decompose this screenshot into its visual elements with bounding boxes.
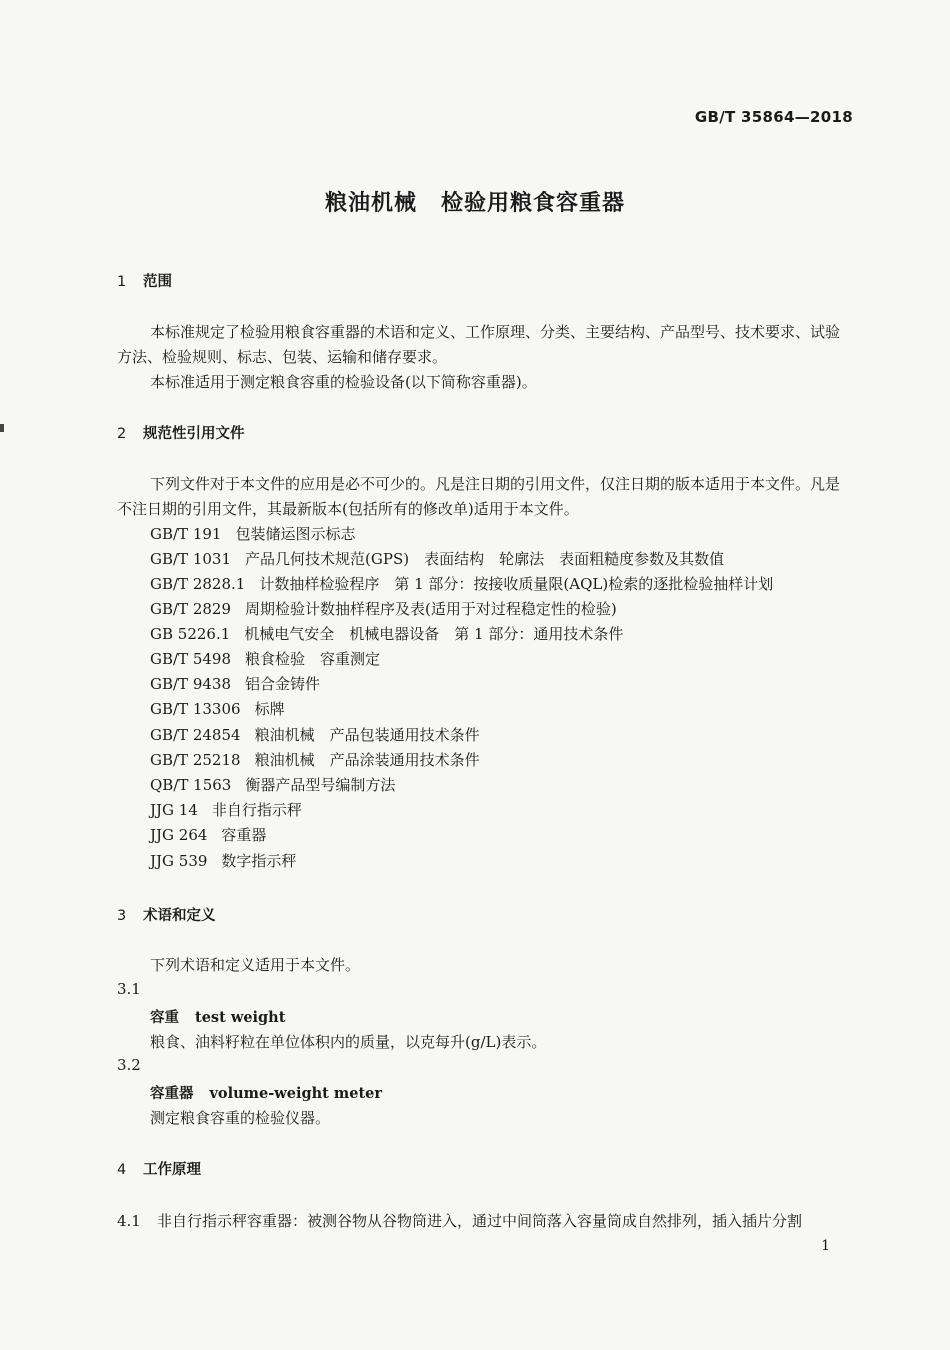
reference-title: 非自行指示秤 — [211, 801, 302, 819]
reference-item — [150, 648, 380, 669]
section-title: 术语和定义 — [143, 908, 216, 924]
reference-code: GB/T 191 — [150, 525, 222, 543]
section-2-intro: 下列文件对于本文件的应用是必不可少的。凡是注日期的引用文件，仅注日期的版本适用于本文件。凡是不注日期的引用文件，其最新版本(包括所有的修改单)适用于本文件。 — [117, 475, 841, 518]
reference-code: GB/T 1031 — [150, 550, 232, 568]
reference-title: 粮油机械 产品涂装通用技术条件 — [254, 751, 480, 769]
reference-item — [150, 724, 480, 745]
term-number: 3.1 — [117, 980, 141, 998]
reference-item — [150, 749, 480, 770]
term-heading — [150, 1082, 382, 1103]
reference-code: JJG 264 — [150, 826, 208, 844]
section-3-heading — [117, 904, 216, 925]
title-part-2: 检验用粮食容重器 — [441, 191, 626, 216]
reference-item — [150, 799, 302, 820]
reference-code: GB/T 25218 — [150, 751, 241, 769]
term-en: volume-weight meter — [209, 1085, 383, 1102]
clause-4-1 — [117, 1209, 852, 1234]
reference-code: GB/T 2828.1 — [150, 575, 246, 593]
term-zh: 容重器 — [150, 1086, 194, 1102]
section-3-intro: 下列术语和定义适用于本文件。 — [150, 956, 361, 974]
term-definition: 测定粮食容重的检验仪器。 — [150, 1109, 331, 1127]
reference-item — [150, 774, 395, 795]
reference-title: 容重器 — [221, 826, 267, 844]
clause-number: 4.1 — [117, 1212, 141, 1230]
section-title: 范围 — [143, 274, 172, 290]
reference-title: 衡器产品型号编制方法 — [245, 776, 396, 794]
section-4-heading — [117, 1158, 201, 1179]
scan-mark — [0, 424, 4, 432]
reference-title: 数字指示秤 — [221, 852, 297, 870]
reference-code: GB/T 24854 — [150, 726, 241, 744]
reference-code: GB/T 9438 — [150, 675, 232, 693]
section-1-paragraph-1: 本标准规定了检验用粮食容重器的术语和定义、工作原理、分类、主要结构、产品型号、技术要求、试验方法、检验规则、标志、包装、运输和储存要求。 — [117, 323, 841, 366]
reference-title: 铝合金铸件 — [245, 675, 321, 693]
reference-item — [150, 698, 285, 719]
reference-item — [150, 573, 773, 594]
term-definition: 粮食、油料籽粒在单位体积内的质量，以克每升(g/L)表示。 — [150, 1033, 547, 1051]
reference-title: 机械电气安全 机械电器设备 第 1 部分：通用技术条件 — [244, 625, 624, 643]
section-number: 3 — [117, 908, 127, 924]
reference-code: GB 5226.1 — [150, 625, 231, 643]
section-1-paragraph-2: 本标准适用于测定粮食容重的检验设备(以下简称容重器)。 — [150, 373, 537, 391]
reference-title: 粮油机械 产品包装通用技术条件 — [254, 726, 480, 744]
reference-item — [150, 598, 617, 619]
section-number: 4 — [117, 1162, 127, 1178]
section-title: 工作原理 — [143, 1162, 201, 1178]
reference-title: 包装储运图示标志 — [235, 525, 356, 543]
section-number: 1 — [117, 274, 127, 290]
term-heading — [150, 1006, 285, 1027]
section-number: 2 — [117, 426, 127, 442]
reference-title: 计数抽样检验程序 第 1 部分：按接收质量限(AQL)检索的逐批检验抽样计划 — [259, 575, 774, 593]
section-1-heading — [117, 270, 172, 291]
document-title — [0, 186, 950, 217]
reference-item — [150, 673, 320, 694]
reference-item — [150, 623, 623, 644]
reference-item — [150, 824, 266, 845]
reference-title: 周期检验计数抽样程序及表(适用于对过程稳定性的检验) — [245, 600, 617, 618]
reference-title: 粮食检验 容重测定 — [245, 650, 381, 668]
reference-item — [150, 850, 296, 871]
reference-code: GB/T 5498 — [150, 650, 232, 668]
standard-code: GB/T 35864—2018 — [694, 108, 853, 126]
term-zh: 容重 — [150, 1010, 179, 1026]
reference-code: GB/T 13306 — [150, 700, 241, 718]
clause-text: 非自行指示秤容重器：被测谷物从谷物筒进入，通过中间筒落入容量筒成自然排列，插入插片分割 — [157, 1212, 803, 1230]
reference-title: 标牌 — [254, 700, 285, 718]
reference-code: JJG 14 — [150, 801, 198, 819]
reference-code: GB/T 2829 — [150, 600, 232, 618]
title-part-1: 粮油机械 — [324, 191, 417, 216]
term-number: 3.2 — [117, 1056, 141, 1074]
reference-item — [150, 548, 724, 569]
page-number: 1 — [821, 1238, 830, 1254]
section-2-heading — [117, 422, 245, 443]
reference-code: QB/T 1563 — [150, 776, 232, 794]
section-title: 规范性引用文件 — [143, 426, 245, 442]
reference-title: 产品几何技术规范(GPS) 表面结构 轮廓法 表面粗糙度参数及其数值 — [245, 550, 725, 568]
reference-code: JJG 539 — [150, 852, 208, 870]
term-en: test weight — [195, 1009, 286, 1026]
reference-item — [150, 523, 355, 544]
